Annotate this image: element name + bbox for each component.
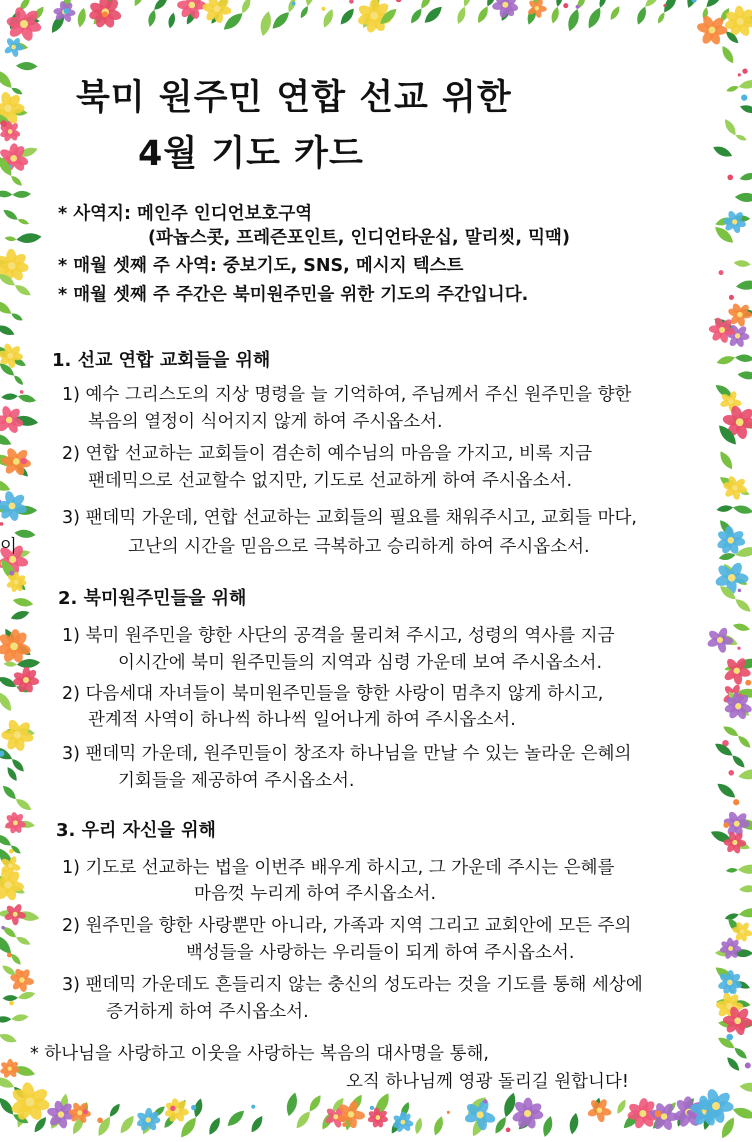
s2-item3-line1: 3) 팬데믹 가운데, 원주민들이 창조자 하나님을 만날 수 있는 놀라운 은혜의 [62, 744, 632, 764]
s1-item3-line2: 고난의 시간을 믿음으로 극복하고 승리하게 하여 주시옵소서. [128, 537, 590, 557]
s2-item1-line2: 이시간에 북미 원주민들의 지역과 심령 가운데 보여 주시옵소서. [118, 653, 603, 673]
s1-item3-line1: 3) 팬데믹 가운데, 연합 선교하는 교회들의 필요를 채워주시고, 교회들 마다, [62, 508, 637, 528]
info-reservations: (파놉스콧, 프레즌포인트, 인디언타운십, 말리씻, 믹맥) [148, 228, 570, 248]
s3-item1-line1: 1) 기도로 선교하는 법을 이번주 배우게 하시고, 그 가운데 주시는 은혜를 [62, 858, 615, 878]
s3-item1-line2: 마음껏 누리게 하여 주시옵소서. [194, 884, 437, 904]
s2-item3-line2: 기회들을 제공하여 주시옵소서. [118, 771, 355, 791]
s1-item1-line2: 복음의 열정이 식어지지 않게 하여 주시옵소서. [88, 412, 443, 432]
s3-item3-line1: 3) 팬데믹 가운데도 흔들리지 않는 충신의 성도라는 것을 기도를 통해 세상에 [62, 975, 643, 995]
s3-item2-line1: 2) 원주민을 향한 사랑뿐만 아니라, 가족과 지역 그리고 교회안에 모든 주의 [62, 916, 632, 936]
info-prayer-week: * 매월 셋째 주 주간은 북미원주민을 위한 기도의 주간입니다. [58, 285, 529, 305]
s1-item2-line1: 2) 연합 선교하는 교회들이 겸손히 예수님의 마음을 가지고, 비록 지금 [62, 444, 593, 464]
title-line-2: 4월 기도 카드 [138, 134, 364, 174]
closing-line-2: 오직 하나님께 영광 돌리길 원합니다! [346, 1072, 629, 1092]
info-mission-field: * 사역지: 메인주 인디언보호구역 [58, 204, 313, 224]
s2-item2-line2: 관계적 사역이 하나씩 하나씩 일어나게 하여 주시옵소서. [88, 710, 516, 730]
section-heading-natives: 2. 북미원주민들을 위해 [58, 588, 247, 609]
info-monthly-ministry: * 매월 셋째 주 사역: 중보기도, SNS, 메시지 텍스트 [58, 256, 464, 276]
closing-line-1: * 하나님을 사랑하고 이웃을 사랑하는 복음의 대사명을 통해, [30, 1044, 489, 1064]
s3-item3-line2: 증거하게 하여 주시옵소서. [106, 1002, 309, 1022]
section-heading-ourselves: 3. 우리 자신을 위해 [56, 820, 216, 841]
s2-item2-line1: 2) 다음세대 자녀들이 북미원주민들을 향한 사랑이 멈추지 않게 하시고, [62, 684, 604, 704]
s2-item1-line1: 1) 북미 원주민을 향한 사단의 공격을 물리쳐 주시고, 성령의 역사를 지금 [62, 626, 615, 646]
s3-item2-line2: 백성들을 사랑하는 우리들이 되게 하여 주시옵소서. [186, 943, 575, 963]
s1-item1-line1: 1) 예수 그리스도의 지상 명령을 늘 기억하여, 주님께서 주신 원주민을 향한 [62, 385, 632, 405]
title-line-1: 북미 원주민 연합 선교 위한 [76, 78, 512, 118]
stray-character: 이 [0, 537, 17, 557]
s1-item2-line2: 팬데믹으로 선교할수 없지만, 기도로 선교하게 하여 주시옵소서. [88, 471, 573, 491]
section-heading-churches: 1. 선교 연합 교회들을 위해 [52, 350, 271, 371]
